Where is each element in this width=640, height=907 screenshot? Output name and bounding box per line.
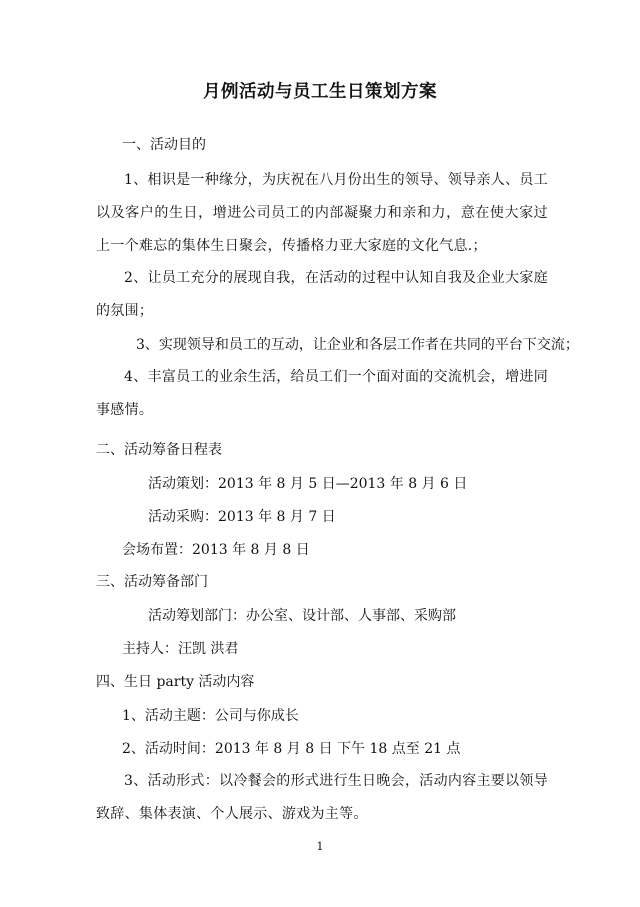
page-number: 1 [316,840,324,853]
section-1-paragraph-4: 4、丰富员工的业余生活，给员工们一个面对面的交流机会，增进同事感情。 [96,369,548,418]
section-1-paragraph-2: 2、让员工充分的展现自我，在活动的过程中认知自我及企业大家庭的氛围； [96,270,548,319]
section-2-heading: 二、活动筹备日程表 [96,442,222,458]
schedule-purchasing: 活动采购：2013 年 8 月 7 日 [148,509,336,525]
document-title: 月例活动与员工生日策划方案 [203,82,437,102]
planning-departments: 活动筹划部门：办公室、设计部、人事部、采购部 [148,608,456,624]
schedule-venue: 会场布置：2013 年 8 月 8 日 [122,542,310,558]
activity-time: 2、活动时间：2013 年 8 月 8 日 下午 18 点至 21 点 [122,741,461,757]
activity-form: 3、活动形式：以冷餐会的形式进行生日晚会，活动内容主要以领导致辞、集体表演、个人展示、游戏为主等。 [96,773,548,822]
section-4-heading: 四、生日 party 活动内容 [96,674,255,690]
section-1-paragraph-1: 1、相识是一种缘分，为庆祝在八月份出生的领导、领导亲人、员工以及客户的生日，增进公司员工的内部凝聚力和亲和力，意在使大家过上一个难忘的集体生日聚会，传播格力亚大家庭的文化气息.； [96,172,548,254]
section-3-heading: 三、活动筹备部门 [96,574,208,590]
schedule-planning: 活动策划：2013 年 8 月 5 日—2013 年 8 月 6 日 [148,476,468,492]
section-1-heading: 一、活动目的 [122,137,206,153]
section-1-paragraph-3: 3、实现领导和员工的互动，让企业和各层工作者在共同的平台下交流； [136,337,579,353]
hosts: 主持人：汪凯 洪君 [122,641,239,657]
activity-theme: 1、活动主题：公司与你成长 [122,708,299,724]
